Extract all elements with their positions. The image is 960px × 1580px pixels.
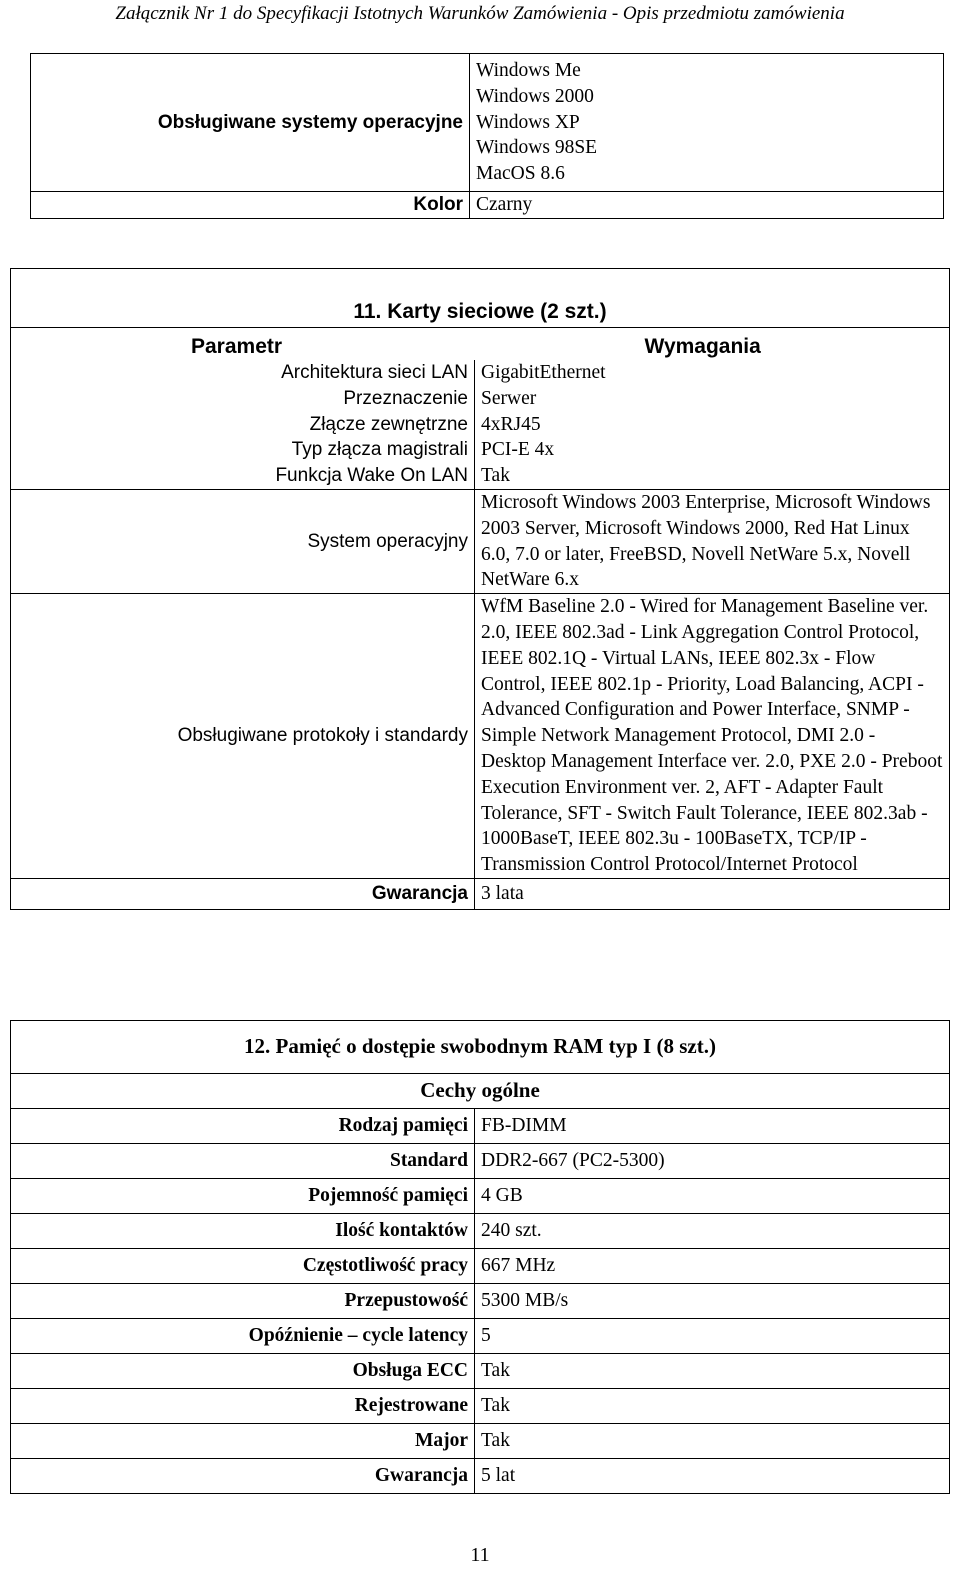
- table-header-row: [11, 328, 950, 361]
- row-label: Opóźnienie – cycle latency: [11, 1319, 475, 1354]
- row-label: Przeznaczenie: [11, 386, 475, 412]
- row-label: System operacyjny: [11, 489, 475, 593]
- row-label: Gwarancja: [11, 1459, 475, 1494]
- row-label: Standard: [11, 1144, 475, 1179]
- row-value: WfM Baseline 2.0 - Wired for Management Baseline ver. 2.0, IEEE 802.3ad - Link Aggregation Control Protocol, IEEE 802.1Q - Virtual LANs, IEEE 802.3x - Flow Control, IEEE 802.1p - Priority, Load Balancing, ACPI - Advanced Configuration and Power Interface, SNMP - Simple Network Management Protocol, DMI 2.0 - Desktop Management Interface ver. 2.0, PXE 2.0 - Preboot Execution Environment ver. 2, AFT - Adapter Fault Tolerance, SFT - Switch Fault Tolerance, IEEE 802.3ab - 1000BaseT, IEEE 802.3u - 100BaseTX, TCP/IP - Transmission Control Protocol/Internet Protocol: [475, 594, 950, 879]
- row-value: 667 MHz: [475, 1249, 950, 1284]
- row-value: 5300 MB/s: [475, 1284, 950, 1319]
- table-row: [31, 54, 944, 192]
- row-label: Major: [11, 1424, 475, 1459]
- table-row: [11, 1109, 950, 1144]
- table-row: [11, 1214, 950, 1249]
- row-label: Gwarancja: [11, 878, 475, 909]
- os-color-table: [30, 53, 944, 219]
- row-label: Kolor: [31, 192, 470, 219]
- table-row: [11, 1179, 950, 1214]
- row-label: Obsługiwane systemy operacyjne: [31, 54, 470, 192]
- row-label: Częstotliwość pracy: [11, 1249, 475, 1284]
- table-row: [11, 360, 950, 386]
- table-title-row: [11, 1021, 950, 1074]
- row-label: Obsługiwane protokoły i standardy: [11, 594, 475, 879]
- section-title: 11. Karty sieciowe (2 szt.): [11, 269, 950, 328]
- row-value: 5 lat: [475, 1459, 950, 1494]
- row-label: Obsługa ECC: [11, 1354, 475, 1389]
- row-label: Typ złącza magistrali: [11, 437, 475, 463]
- column-header-param: Parametr: [11, 328, 475, 361]
- table-row: [11, 1389, 950, 1424]
- row-value: FB-DIMM: [475, 1109, 950, 1144]
- table-row: [11, 1144, 950, 1179]
- table-row: [11, 1459, 950, 1494]
- row-label: Ilość kontaktów: [11, 1214, 475, 1249]
- row-value: 4 GB: [475, 1179, 950, 1214]
- table-row: [11, 386, 950, 412]
- table-row: [11, 489, 950, 593]
- table-row: [11, 878, 950, 909]
- row-value: 4xRJ45: [475, 412, 950, 438]
- section-title: 12. Pamięć o dostępie swobodnym RAM typ I (8 szt.): [11, 1021, 950, 1074]
- column-header-requirements: Wymagania: [475, 328, 950, 361]
- page-header: Załącznik Nr 1 do Specyfikacji Istotnych Warunków Zamówienia - Opis przedmiotu zamówienia: [115, 3, 845, 24]
- row-value: PCI-E 4x: [475, 437, 950, 463]
- row-value: GigabitEthernet: [475, 360, 950, 386]
- section-subtitle: Cechy ogólne: [11, 1074, 950, 1109]
- row-value: DDR2-667 (PC2-5300): [475, 1144, 950, 1179]
- table-row: [11, 1284, 950, 1319]
- table-row: [31, 192, 944, 219]
- row-value: 240 szt.: [475, 1214, 950, 1249]
- row-label: Rejestrowane: [11, 1389, 475, 1424]
- table-title-row: [11, 269, 950, 328]
- row-label: Funkcja Wake On LAN: [11, 463, 475, 489]
- row-value: Czarny: [470, 192, 944, 219]
- row-value: Tak: [475, 1424, 950, 1459]
- row-value: 3 lata: [475, 878, 950, 909]
- table-row: [11, 594, 950, 879]
- row-value: Tak: [475, 1354, 950, 1389]
- table-row: [11, 1354, 950, 1389]
- row-value: Serwer: [475, 386, 950, 412]
- row-label: Rodzaj pamięci: [11, 1109, 475, 1144]
- row-label: Złącze zewnętrzne: [11, 412, 475, 438]
- table-row: [11, 1424, 950, 1459]
- table-row: [11, 412, 950, 438]
- table-subtitle-row: [11, 1074, 950, 1109]
- row-label: Przepustowość: [11, 1284, 475, 1319]
- table-row: [11, 1319, 950, 1354]
- row-label: Architektura sieci LAN: [11, 360, 475, 386]
- row-value: Tak: [475, 1389, 950, 1424]
- page-number: 11: [470, 1544, 490, 1566]
- network-cards-table: [10, 268, 950, 910]
- row-value: Windows Me Windows 2000 Windows XP Windows 98SE MacOS 8.6: [470, 54, 944, 192]
- row-value: Tak: [475, 463, 950, 489]
- table-row: [11, 437, 950, 463]
- row-label: Pojemność pamięci: [11, 1179, 475, 1214]
- table-row: [11, 463, 950, 489]
- row-value: Microsoft Windows 2003 Enterprise, Microsoft Windows 2003 Server, Microsoft Windows 2000, Red Hat Linux 6.0, 7.0 or later, FreeBSD, Novell NetWare 5.x, Novell NetWare 6.x: [475, 489, 950, 593]
- row-value: 5: [475, 1319, 950, 1354]
- ram-table: [10, 1020, 950, 1494]
- table-row: [11, 1249, 950, 1284]
